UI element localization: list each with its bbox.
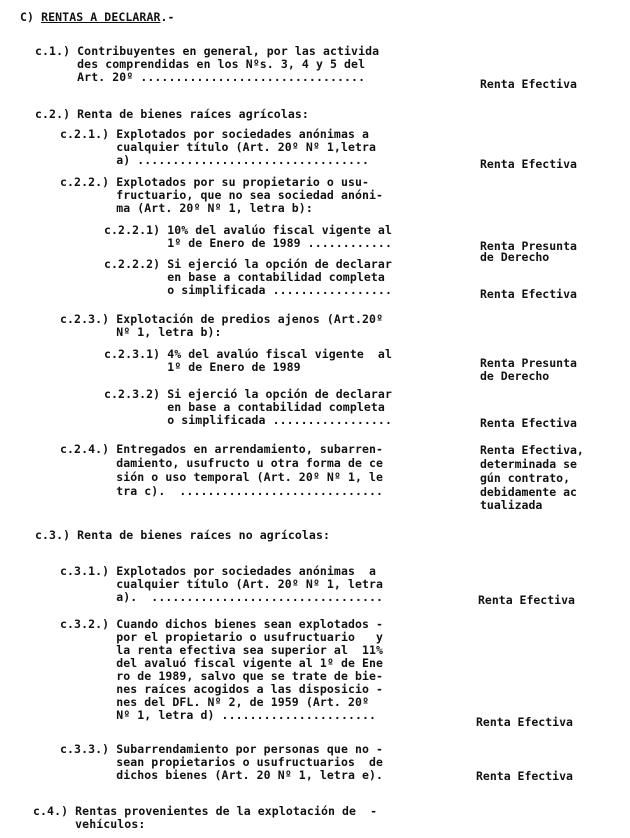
item-c32-line-7: nes del DFL. Nº 2, de 1959 (Art. 20º [60, 695, 370, 709]
item-c31-line-2: cualquier título (Art. 20º Nº 1, letra [60, 577, 384, 591]
item-c221-line-1: c.2.2.1) 10% del avalúo fiscal vigente al [104, 223, 392, 237]
item-c21-line-2: cualquier título (Art. 20º Nº 1,letra [60, 140, 377, 154]
item-c24-result-1: Renta Efectiva, [480, 443, 584, 457]
item-c32-line-2: por el propietario o usufructuario y [60, 630, 384, 644]
item-c222-line-2: en base a contabilidad completa [104, 270, 385, 284]
item-c3-title: c.3.) Renta de bienes raíces no agrícolas: [35, 528, 330, 542]
item-c24-result-2: determinada se [480, 457, 577, 471]
item-c231-line-1: c.2.3.1) 4% del avalúo fiscal vigente al [104, 347, 392, 361]
item-c1-line-2: des comprendidas en los Nºs. 3, 4 y 5 del [35, 57, 366, 71]
item-c4-line-1: c.4.) Rentas provenientes de la explotación de - [33, 804, 378, 818]
item-c232-result: Renta Efectiva [480, 416, 577, 430]
item-c24-result-4: debidamente ac [480, 485, 577, 499]
item-c222-result: Renta Efectiva [480, 287, 577, 301]
item-c1-line-1: c.1.) Contribuyentes en general, por las activida [35, 44, 380, 58]
item-c32-line-4: del avaluó fiscal vigente al 1º de Ene [60, 656, 384, 670]
item-c231-line-2: 1º de Enero de 1989 [104, 360, 301, 374]
item-c31-line-3: a). ................................. [60, 590, 384, 604]
item-c22-line-2: fructuario, que no sea sociedad anóni- [60, 188, 384, 202]
item-c32-line-3: la renta efectiva sea superior al 11% [60, 643, 384, 657]
item-c22-line-3: ma (Art. 20º Nº 1, letra b): [60, 201, 313, 215]
item-c231-result-2: de Derecho [480, 369, 550, 383]
item-c32-line-6: nes raíces acogidos a las disposicio - [60, 682, 384, 696]
item-c232-line-3: o simplificada ................. [104, 413, 392, 427]
item-c21-line-3: a) ................................. [60, 153, 370, 167]
item-c32-line-1: c.3.2.) Cuando dichos bienes sean explotados - [60, 617, 384, 631]
item-c1-result: Renta Efectiva [480, 77, 577, 91]
heading-prefix: C) [20, 10, 35, 24]
item-c221-result-2: de Derecho [480, 250, 550, 264]
item-c24-result-3: gún contrato, [480, 471, 571, 485]
item-c24-result-5: tualizada [480, 498, 543, 512]
item-c1-line-3: Art. 20º ................................ [35, 70, 366, 84]
item-c24-line-3: sión o uso temporal (Art. 20º Nº 1, le [60, 470, 384, 484]
item-c222-line-1: c.2.2.2) Si ejerció la opción de declarar [104, 257, 392, 271]
item-c2-title: c.2.) Renta de bienes raíces agrícolas: [35, 107, 309, 121]
item-c33-line-3: dichos bienes (Art. 20 Nº 1, letra e). [60, 768, 384, 782]
item-c24-line-2: damiento, usufructo u otra forma de ce [60, 456, 384, 470]
item-c232-line-2: en base a contabilidad completa [104, 400, 385, 414]
item-c23-line-1: c.2.3.) Explotación de predios ajenos (Art.20º [60, 312, 384, 326]
item-c23-line-2: Nº 1, letra b): [60, 325, 222, 339]
item-c33-line-1: c.3.3.) Subarrendamiento por personas que no - [60, 742, 384, 756]
item-c32-result: Renta Efectiva [476, 715, 573, 729]
item-c232-line-1: c.2.3.2) Si ejerció la opción de declarar [104, 387, 392, 401]
item-c4-line-2: vehículos: [33, 817, 146, 831]
item-c32-line-8: Nº 1, letra d) ...................... [60, 708, 377, 722]
item-c22-line-1: c.2.2.) Explotados por su propietario o usu- [60, 175, 370, 189]
item-c33-result: Renta Efectiva [476, 769, 573, 783]
item-c31-line-1: c.3.1.) Explotados por sociedades anónimas a [60, 564, 377, 578]
item-c31-result: Renta Efectiva [478, 593, 575, 607]
heading-title: RENTAS A DECLARAR [41, 10, 161, 24]
section-heading [20, 11, 175, 24]
item-c231-result-1: Renta Presunta [480, 356, 577, 370]
item-c221-result-1: Renta Presunta [480, 239, 577, 253]
heading-suffix: .- [160, 10, 175, 24]
item-c21-line-1: c.2.1.) Explotados por sociedades anónimas a [60, 127, 370, 141]
item-c32-line-5: ro de 1989, salvo que se trate de bie- [60, 669, 384, 683]
item-c24-line-1: c.2.4.) Entregados en arrendamiento, subarren- [60, 442, 384, 456]
item-c33-line-2: sean propietarios o usufructuarios de [60, 755, 384, 769]
item-c222-line-3: o simplificada ................. [104, 283, 392, 297]
item-c21-result: Renta Efectiva [480, 157, 577, 171]
item-c221-line-2: 1º de Enero de 1989 ............ [104, 236, 392, 250]
item-c24-line-4: tra c). ............................. [60, 484, 384, 498]
